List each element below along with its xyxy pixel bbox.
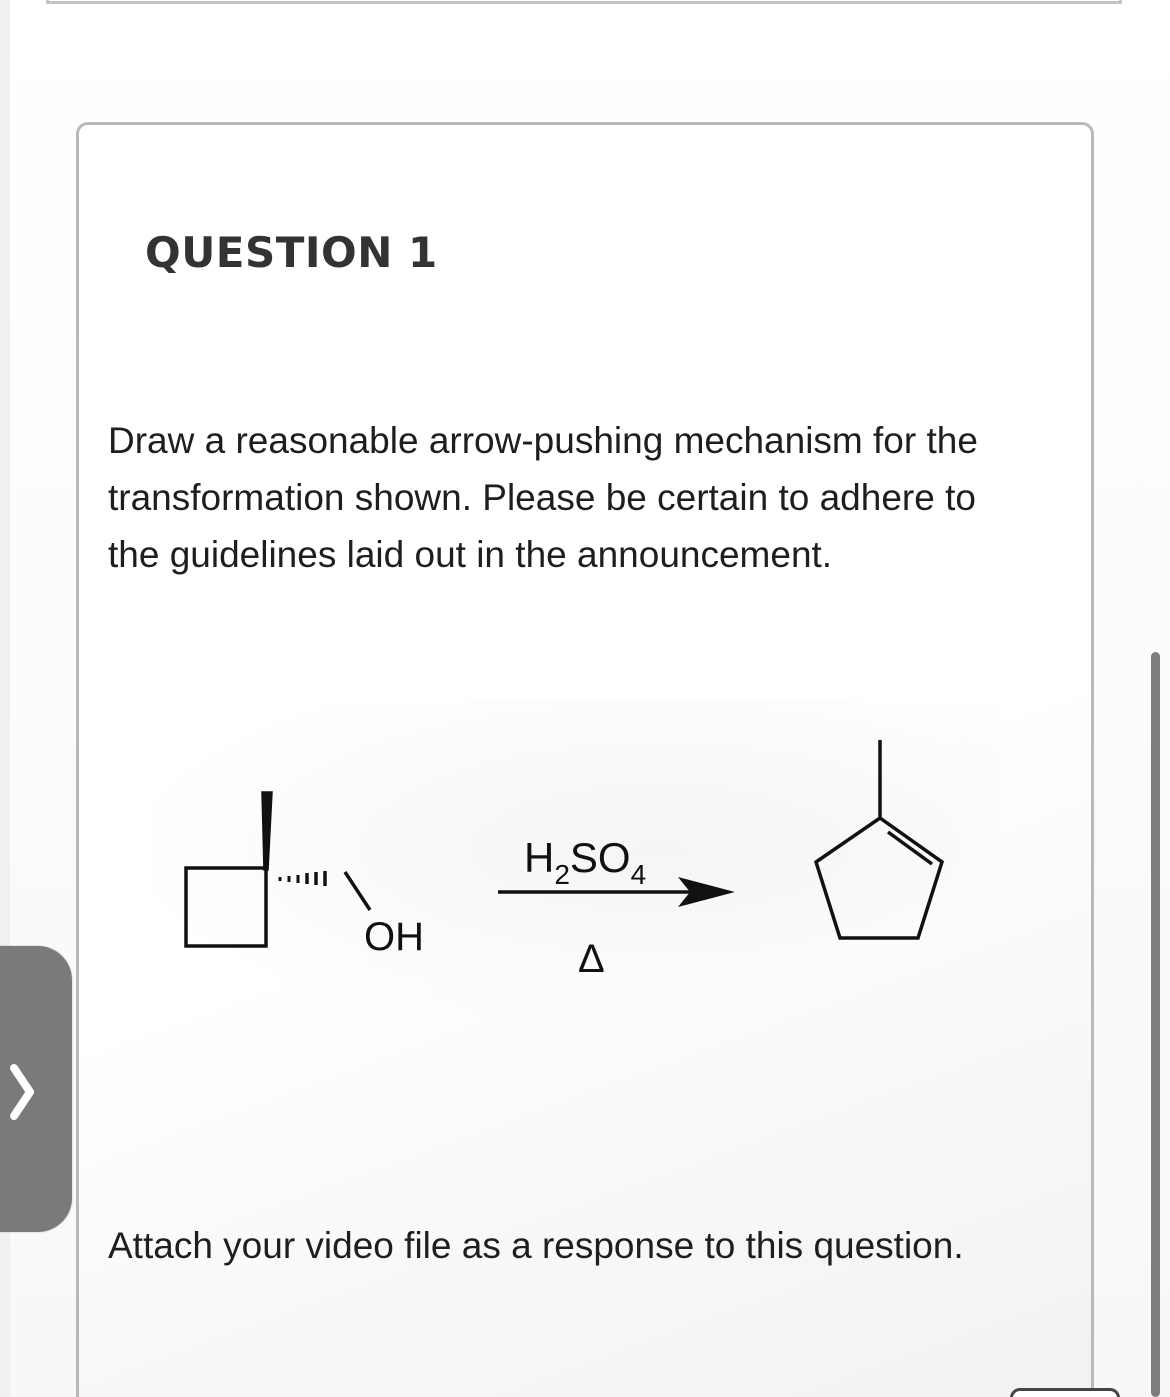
cyclopentene-ring (816, 818, 942, 938)
heat-condition: Δ (578, 937, 605, 981)
double-bond-inner (888, 832, 932, 864)
reaction-scheme-svg (150, 700, 1000, 1030)
wedge-bond (262, 792, 272, 870)
chevron-right-icon (8, 1062, 38, 1122)
reagent-label: $H_2SO_4$ (524, 834, 647, 890)
bottom-control[interactable] (1010, 1388, 1120, 1397)
ch2-oh-bond (345, 872, 370, 910)
reaction-scheme (150, 700, 1000, 1030)
question-title: QUESTION 1 (145, 228, 438, 277)
hashed-bond (280, 871, 325, 886)
reaction-arrow (498, 877, 735, 907)
reactant-structure (186, 792, 272, 946)
side-panel-toggle[interactable] (0, 946, 72, 1232)
question-prompt: Draw a reasonable arrow-pushing mechanism for the transformation shown. Please be certain to adhere to the guidelines laid out in the announcement. (108, 420, 978, 575)
cyclobutane-ring (186, 868, 266, 946)
previous-card-bottom (46, 0, 1122, 4)
hydroxyl-label: OH (364, 915, 424, 959)
product-structure (816, 740, 942, 938)
scrollbar[interactable] (1151, 652, 1160, 1397)
attach-instruction: Attach your video file as a response to this question. (108, 1225, 964, 1266)
